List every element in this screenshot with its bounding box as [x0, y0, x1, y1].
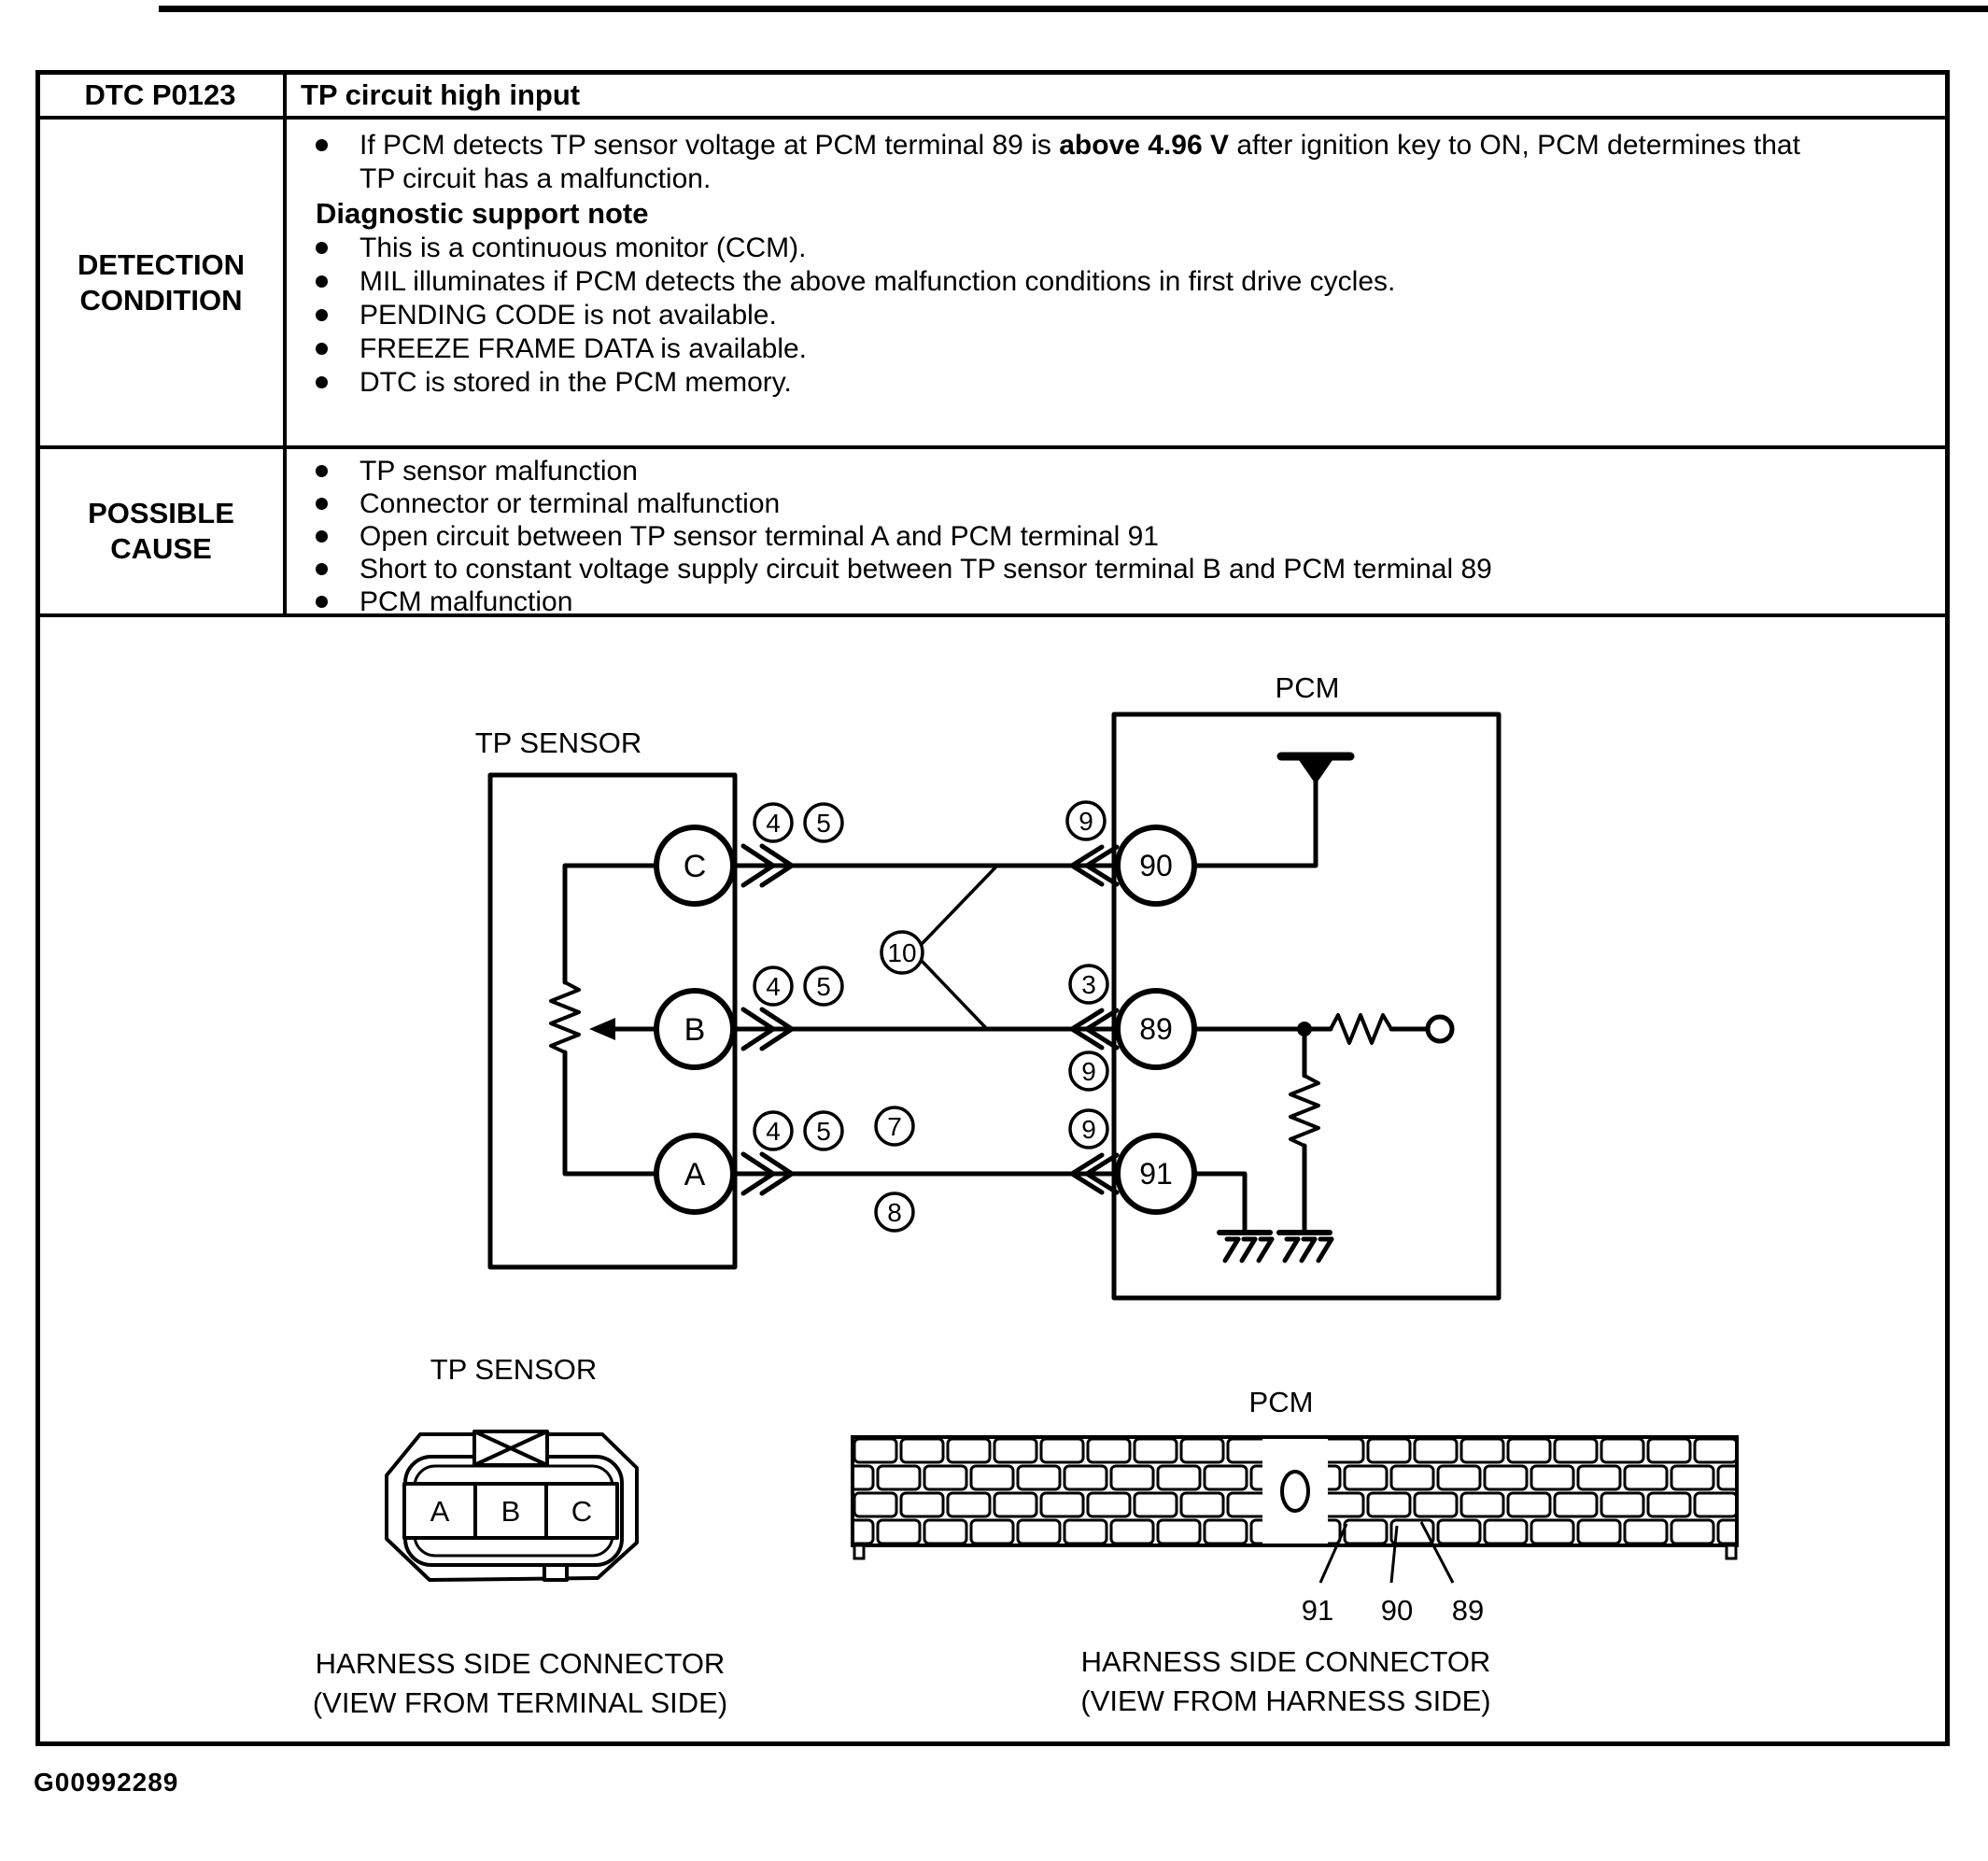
cause-bullet-text: Connector or terminal malfunction: [360, 488, 781, 519]
pin-c-label: C: [571, 1495, 593, 1528]
diagnostic-support-note-heading: Diagnostic support note: [316, 197, 649, 230]
tp-connector-caption-line1: HARNESS SIDE CONNECTOR: [315, 1647, 726, 1680]
threshold-text-pre: If PCM detects TP sensor voltage at PCM terminal 89 is: [360, 130, 1060, 161]
pcm-connector-title: PCM: [1248, 1386, 1314, 1418]
terminal-91-label: 91: [1139, 1157, 1173, 1191]
connector-tab: [544, 1565, 567, 1580]
connector-foot: [1727, 1545, 1736, 1558]
pcm-label: PCM: [1275, 671, 1340, 704]
pcm-internal-wire-91: [1194, 1174, 1245, 1231]
callout-number: 5: [816, 1117, 831, 1146]
callout-leader-line: [923, 867, 995, 943]
detection-label-line2: CONDITION: [79, 284, 243, 317]
dtc-title-cell: TP circuit high input: [301, 78, 581, 111]
tp-connector-caption-line2: (VIEW FROM TERMINAL SIDE): [312, 1686, 728, 1719]
callout-number: 3: [1081, 970, 1096, 999]
cause-bullet-text: PCM malfunction: [360, 586, 573, 617]
callout-number: 9: [1081, 1115, 1096, 1144]
callout-number: 9: [1079, 807, 1093, 836]
terminal-c-label: C: [683, 849, 707, 884]
open-terminal-icon: [1428, 1017, 1452, 1041]
callout-number: 9: [1081, 1057, 1096, 1086]
pcm-pin-91-label: 91: [1301, 1594, 1334, 1627]
sensor-internal-wire-a: [565, 1052, 656, 1174]
callout-number: 10: [887, 938, 917, 967]
detection-bullet-text: PENDING CODE is not available.: [360, 300, 777, 331]
callout-number: 4: [766, 1117, 781, 1146]
pin-a-label: A: [430, 1495, 450, 1528]
power-arrow-icon: [1299, 760, 1332, 784]
cause-bullet-text: Open circuit between TP sensor terminal A and PCM terminal 91: [360, 521, 1159, 552]
pcm-pin-90-label: 90: [1380, 1594, 1414, 1627]
tp-connector-title: TP SENSOR: [430, 1353, 598, 1386]
wiper-arrow-icon: [589, 1018, 615, 1040]
figure-code: G00992289: [34, 1768, 179, 1797]
detection-label-line1: DETECTION: [77, 248, 246, 281]
tp-sensor-label: TP SENSOR: [474, 726, 642, 759]
terminal-89-label: 89: [1139, 1012, 1173, 1046]
pcm-pin-89-label: 89: [1451, 1594, 1485, 1627]
terminal-b-label: B: [684, 1012, 706, 1048]
potentiometer-resistor: [551, 982, 579, 1052]
mounting-hole-icon: [1282, 1472, 1308, 1511]
detection-bullet-text: DTC is stored in the PCM memory.: [360, 367, 792, 398]
callout-number: 5: [816, 809, 831, 838]
pcm-connector: [853, 1437, 1737, 1583]
callout-leader-line: [923, 962, 986, 1028]
pullup-resistor: [1331, 1015, 1391, 1043]
pcm-connector-caption-line2: (VIEW FROM HARNESS SIDE): [1080, 1685, 1491, 1717]
pulldown-resistor: [1290, 1076, 1318, 1146]
pin-b-label: B: [501, 1495, 521, 1528]
callout-number: 4: [766, 809, 781, 838]
callout-number: 5: [816, 972, 831, 1001]
cause-bullet-text: TP sensor malfunction: [360, 456, 638, 486]
ground-icon: [1279, 1233, 1332, 1261]
threshold-text-post: after ignition key to ON, PCM determines that TP circuit has a malfunction.: [360, 130, 1800, 194]
detection-bullet-text: This is a continuous monitor (CCM).: [360, 233, 807, 263]
callout-number: 7: [887, 1112, 902, 1141]
pcm-internal-wire-90: [1194, 768, 1316, 866]
terminal-a-label: A: [684, 1157, 706, 1192]
dtc-code-cell: DTC P0123: [84, 78, 236, 111]
detection-bullet-text: MIL illuminates if PCM detects the above malfunction conditions in first drive cycles.: [360, 266, 1396, 297]
connector-foot: [854, 1545, 864, 1558]
callout-number: 4: [766, 972, 781, 1001]
detection-bullet-text: FREEZE FRAME DATA is available.: [360, 333, 808, 364]
cause-bullet-text: Short to constant voltage supply circuit between TP sensor terminal B and PCM terminal 89: [360, 554, 1492, 585]
ground-icon: [1220, 1233, 1272, 1261]
callout-number: 8: [887, 1198, 902, 1227]
cause-label-line2: CAUSE: [110, 532, 212, 565]
cause-label-line1: POSSIBLE: [88, 497, 234, 529]
threshold-text-bold: above 4.96 V: [1059, 130, 1229, 161]
pcm-connector-caption-line1: HARNESS SIDE CONNECTOR: [1080, 1645, 1491, 1678]
sensor-internal-wire-c: [565, 866, 656, 982]
terminal-90-label: 90: [1139, 849, 1173, 882]
